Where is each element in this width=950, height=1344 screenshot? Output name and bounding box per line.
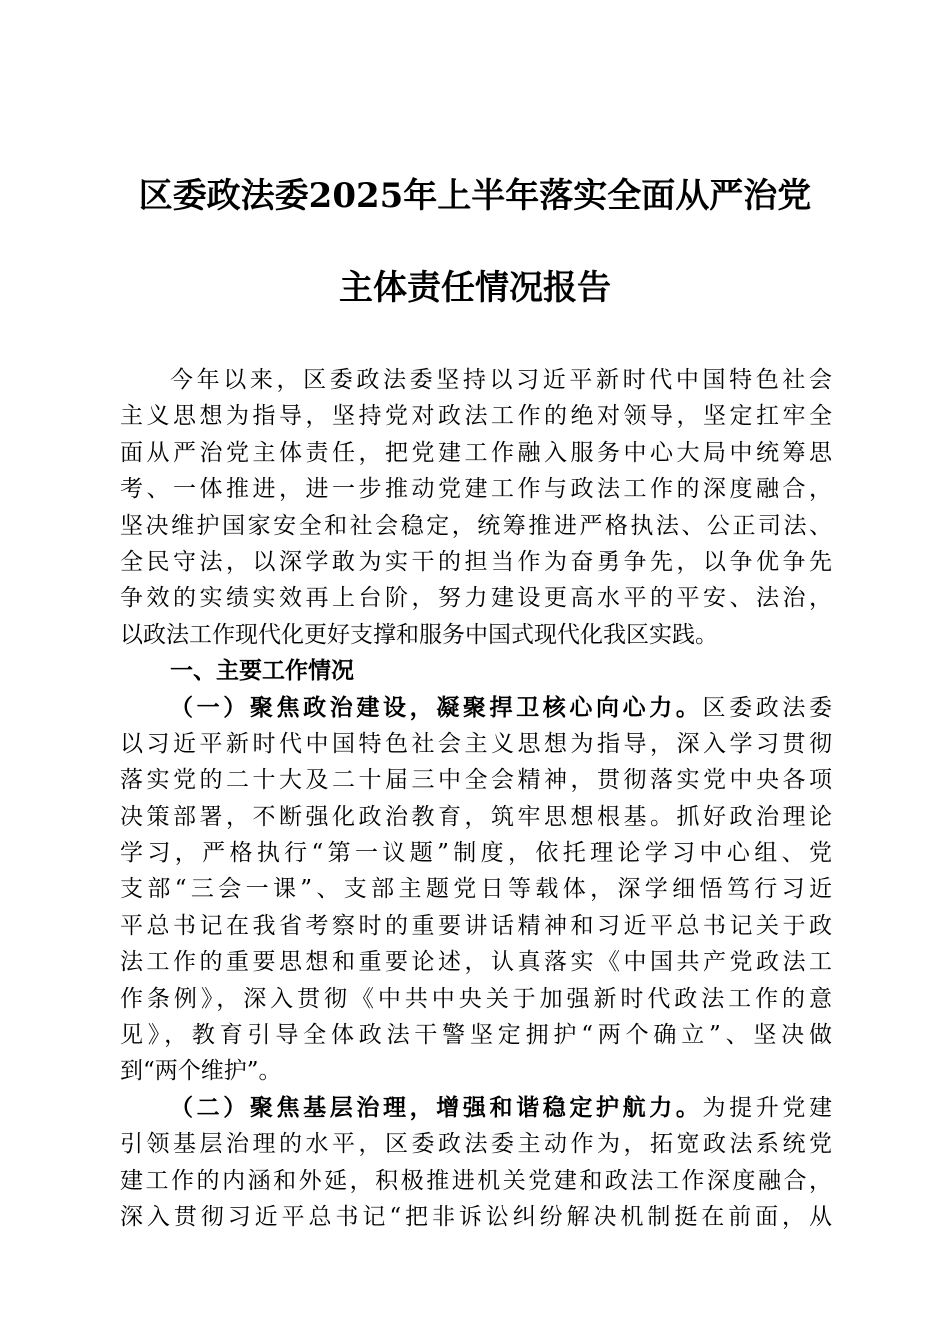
item2-line: 建工作的内涵和外延，积极推进机关党建和政法工作深度融合，: [120, 1167, 832, 1194]
item1-line: 法工作的重要思想和重要论述，认真落实《中国共产党政法工: [120, 949, 832, 976]
item1-first-line: [120, 690, 832, 726]
item1-first-rest: 区委政法委: [702, 694, 832, 721]
intro-line: 主义思想为指导，坚持党对政法工作的绝对领导，坚定扛牢全: [120, 403, 832, 430]
intro-line: 争效的实绩实效再上台阶，努力建设更高水平的平安、法治，: [120, 585, 832, 612]
section-heading: 一、主要工作情况: [170, 658, 354, 685]
document-title-line-1: 区委政法委2025年上半年落实全面从严治党: [138, 176, 812, 216]
item1-line: 见》，教育引导全体政法干警坚定拥护“两个确立”、坚决做: [120, 1022, 832, 1049]
item1-line: 平总书记在我省考察时的重要讲话精神和习近平总书记关于政: [120, 912, 832, 939]
item2-bold-heading: （二）聚焦基层治理，增强和谐稳定护航力。: [170, 1093, 703, 1121]
item2-first-line: [120, 1090, 832, 1126]
item1-line: 支部“三会一课”、支部主题党日等载体，深学细悟笃行习近: [120, 876, 832, 903]
document-body: [120, 362, 832, 1235]
item1-bold-heading: （一）聚焦政治建设，凝聚捍卫核心向心力。: [170, 693, 703, 721]
intro-line: 坚决维护国家安全和社会稳定，统筹推进严格执法、公正司法、: [120, 512, 832, 539]
item1-line: 学习，严格执行“第一议题”制度，依托理论学习中心组、党: [120, 840, 832, 867]
intro-line: 以政法工作现代化更好支撑和服务中国式现代化我区实践。: [120, 621, 718, 648]
intro-line: 全民守法，以深学敢为实干的担当作为奋勇争先，以争优争先: [120, 548, 832, 575]
item1-line: 决策部署，不断强化政治教育，筑牢思想根基。抓好政治理论: [120, 803, 832, 830]
item1-line: 到“两个维护”。: [120, 1058, 282, 1085]
item2-line: 深入贯彻习近平总书记“把非诉讼纠纷解决机制挺在前面，从: [120, 1203, 832, 1230]
intro-line: 考、一体推进，进一步推动党建工作与政法工作的深度融合，: [120, 476, 832, 503]
intro-line: 面从严治党主体责任，把党建工作融入服务中心大局中统筹思: [120, 439, 832, 466]
document-title-line-2: 主体责任情况报告: [339, 268, 611, 308]
item2-line: 引领基层治理的水平，区委政法委主动作为，拓宽政法系统党: [120, 1131, 832, 1158]
item1-line: 落实党的二十大及二十届三中全会精神，贯彻落实党中央各项: [120, 767, 832, 794]
item1-line: 作条例》，深入贯彻《中共中央关于加强新时代政法工作的意: [120, 985, 832, 1012]
item1-line: 以习近平新时代中国特色社会主义思想为指导，深入学习贯彻: [120, 730, 832, 757]
intro-line: 今年以来，区委政法委坚持以习近平新时代中国特色社会: [170, 367, 832, 393]
item2-first-rest: 为提升党建: [702, 1094, 832, 1121]
